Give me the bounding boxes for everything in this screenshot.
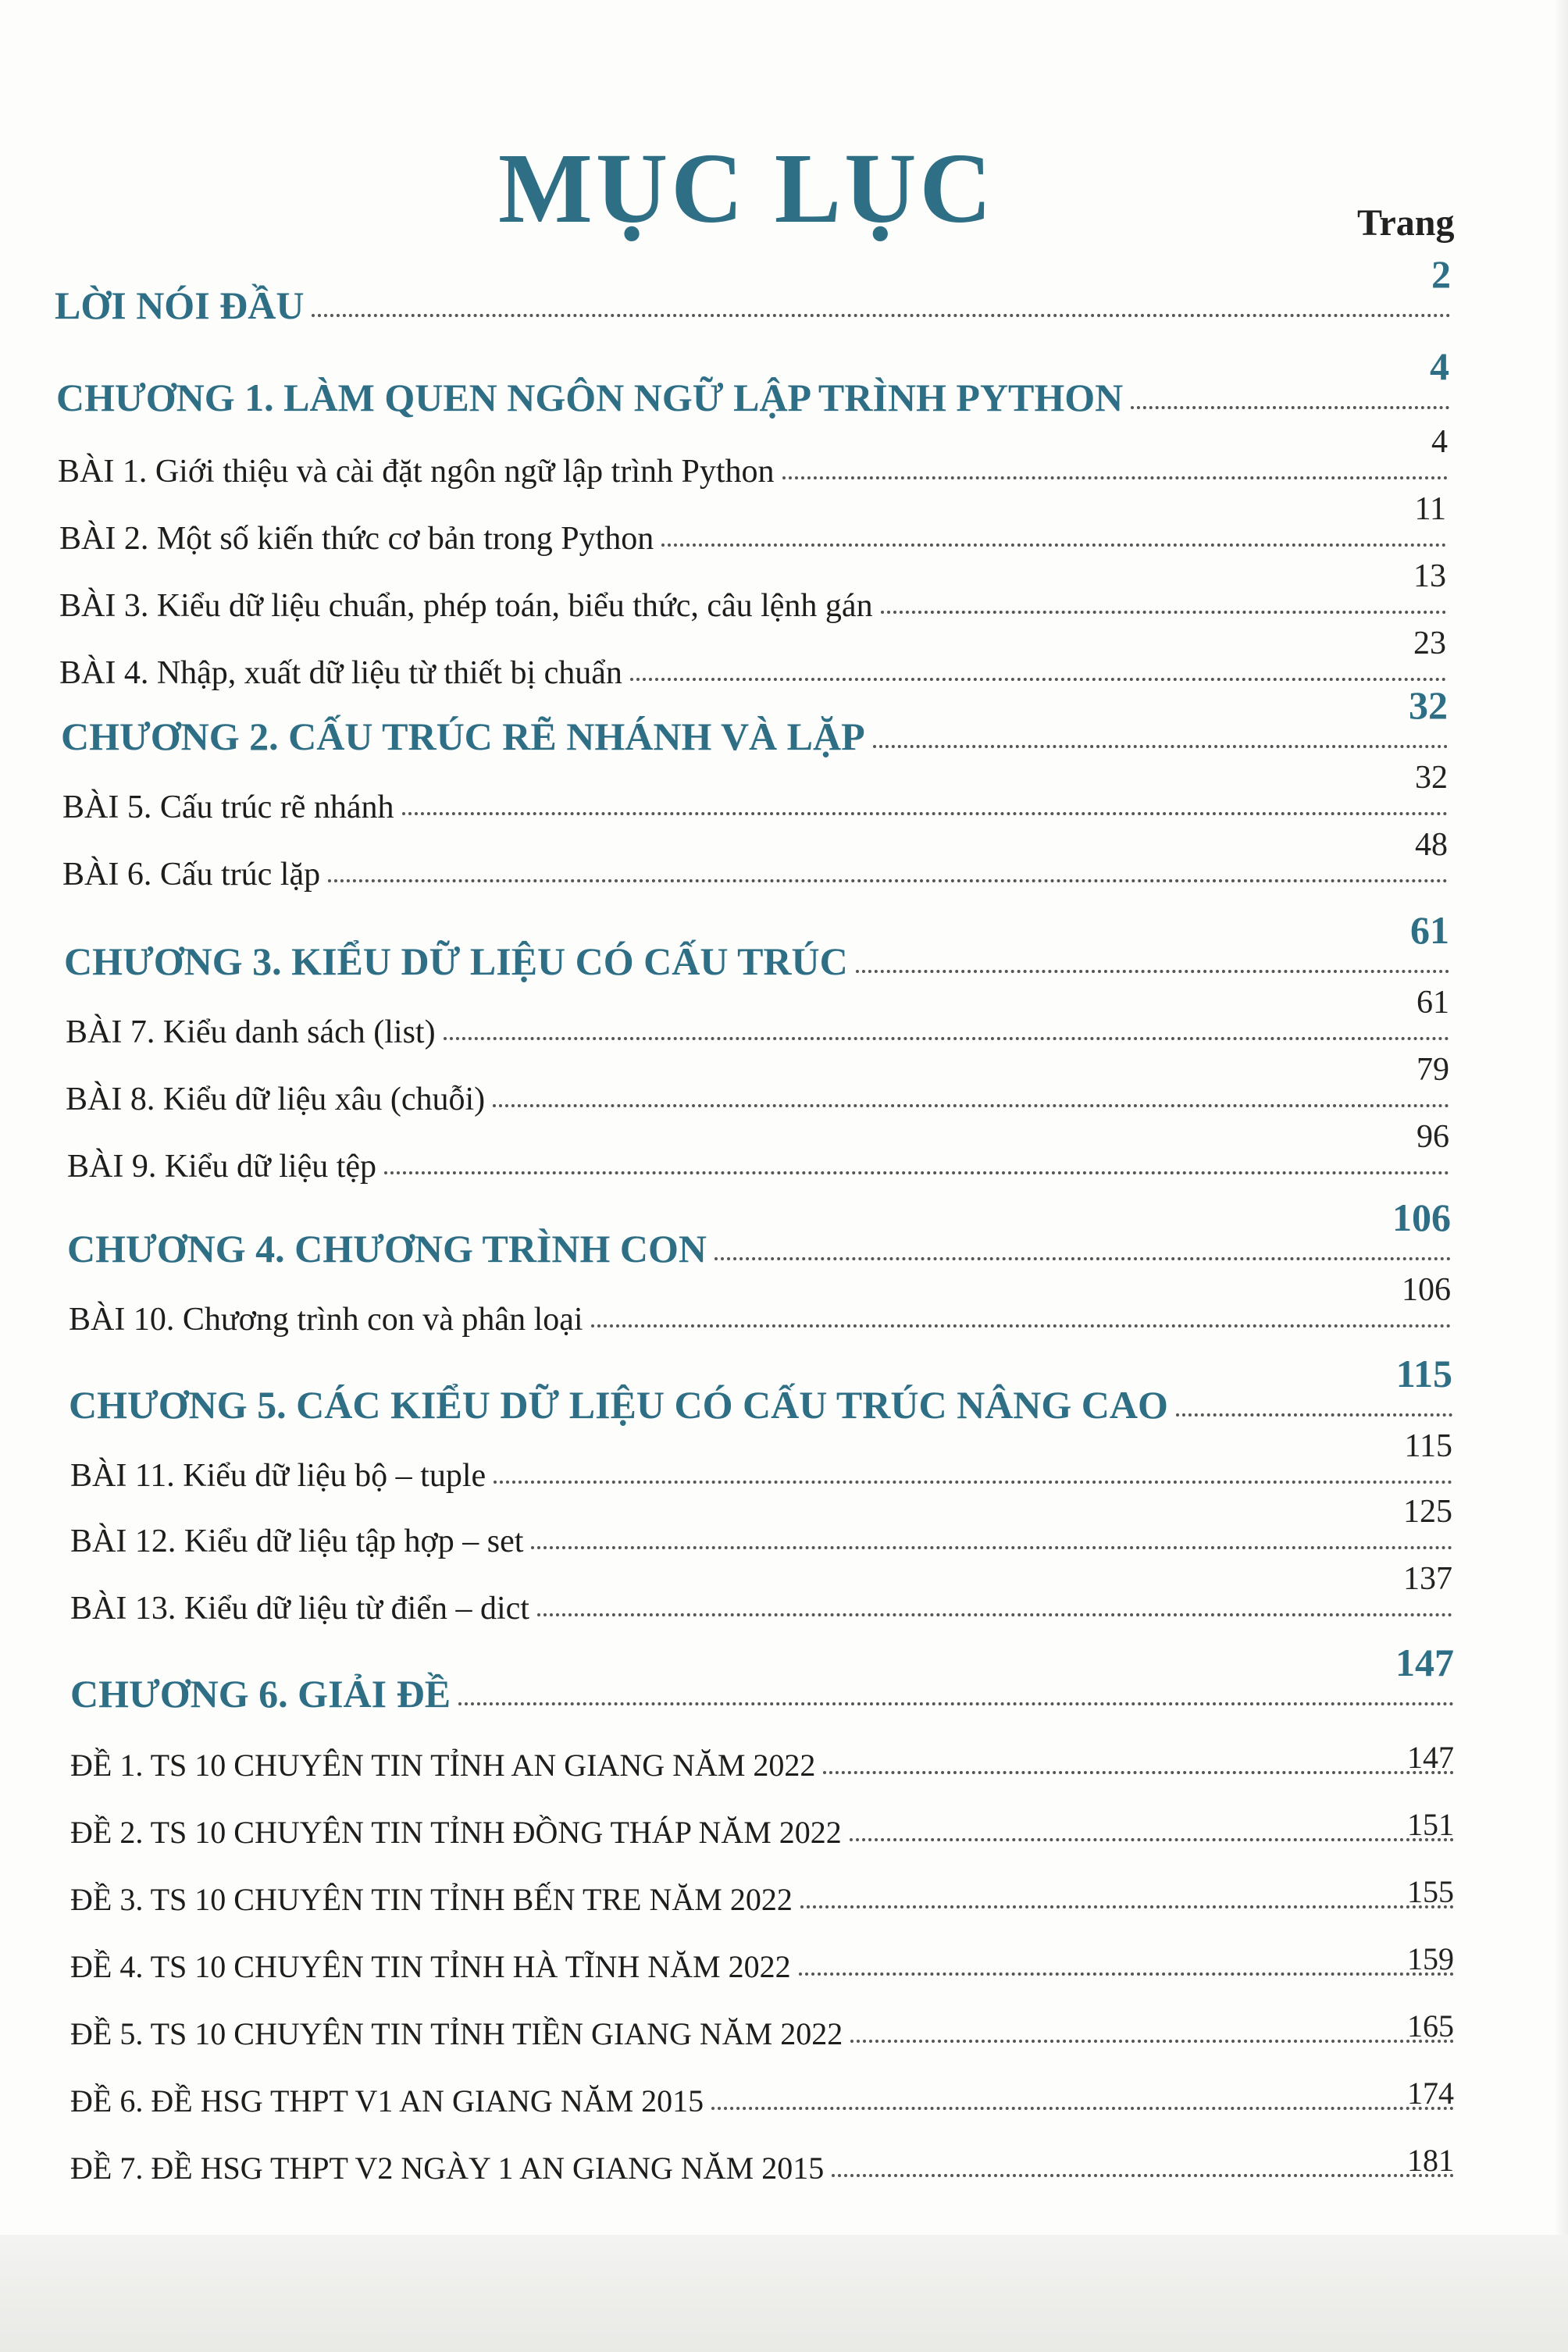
toc-entry-label: LỜI NÓI ĐẦU: [55, 283, 305, 327]
toc-entry-label: ĐỀ 5. TS 10 CHUYÊN TIN TỈNH TIỀN GIANG NĂM 2022: [70, 2016, 843, 2051]
toc-entry-page: 23: [1413, 625, 1446, 661]
dot-leader: [661, 543, 1446, 547]
toc-entry-preface[interactable]: [55, 252, 1451, 328]
toc-entry-page: 48: [1415, 827, 1448, 863]
toc-entry-label: ĐỀ 3. TS 10 CHUYÊN TIN TỈNH BẾN TRE NĂM 2022: [70, 1882, 793, 1917]
toc-entry-lesson-8[interactable]: [66, 1052, 1449, 1118]
toc-entry-label: CHƯƠNG 5. CÁC KIỂU DỮ LIỆU CÓ CẤU TRÚC NÂNG CAO: [69, 1383, 1168, 1427]
toc-entry-page: 159: [1407, 1941, 1454, 1976]
toc-entry-chapter-5[interactable]: [69, 1352, 1452, 1427]
toc-entry-exam-4[interactable]: [70, 1923, 1454, 1985]
toc-entry-exam-1[interactable]: [70, 1721, 1454, 1784]
page-column-header: Trang: [1357, 202, 1455, 244]
toc-entry-page: 32: [1415, 760, 1448, 796]
toc-entry-page: 13: [1413, 558, 1446, 594]
toc-entry-exam-5[interactable]: [70, 1990, 1454, 2052]
toc-entry-label: ĐỀ 4. TS 10 CHUYÊN TIN TỈNH HÀ TĨNH NĂM 2022: [70, 1949, 791, 1984]
toc-entry-page: 151: [1407, 1807, 1454, 1842]
toc-entry-label: CHƯƠNG 3. KIỂU DỮ LIỆU CÓ CẤU TRÚC: [64, 939, 848, 983]
dot-leader: [823, 1771, 1454, 1774]
toc-entry-label: BÀI 6. Cấu trúc lặp: [62, 857, 321, 893]
toc-entry-lesson-10[interactable]: [69, 1272, 1451, 1338]
toc-entry-chapter-1[interactable]: [56, 344, 1449, 420]
dot-leader: [458, 1702, 1454, 1705]
toc-entry-lesson-2[interactable]: [59, 491, 1446, 558]
toc-entry-label: BÀI 3. Kiểu dữ liệu chuẩn, phép toán, biểu thức, câu lệnh gán: [59, 588, 873, 624]
toc-entry-page: 11: [1414, 491, 1446, 527]
toc-entry-page: 155: [1407, 1874, 1454, 1909]
toc-entry-lesson-1[interactable]: [58, 424, 1448, 490]
toc-entry-label: ĐỀ 7. ĐỀ HSG THPT V2 NGÀY 1 AN GIANG NĂM 2015: [70, 2151, 825, 2186]
toc-entry-page: 96: [1417, 1119, 1449, 1155]
toc-entry-page: 115: [1395, 1352, 1452, 1395]
dot-leader: [881, 611, 1446, 614]
toc-entry-lesson-13[interactable]: [70, 1561, 1452, 1627]
toc-entry-page: 79: [1417, 1052, 1449, 1088]
dot-leader: [494, 1481, 1452, 1484]
dot-leader: [800, 1905, 1454, 1908]
toc-entry-lesson-5[interactable]: [62, 760, 1448, 826]
toc-entry-page: 4: [1431, 424, 1448, 460]
toc-entry-page: 147: [1407, 1740, 1454, 1775]
toc-entry-label: CHƯƠNG 6. GIẢI ĐỀ: [70, 1672, 451, 1716]
toc-entry-page: 165: [1407, 2008, 1454, 2044]
toc-entry-label: BÀI 7. Kiểu danh sách (list): [66, 1014, 436, 1050]
dot-leader: [493, 1104, 1449, 1107]
page-title: MỤC LỤC: [498, 133, 995, 244]
toc-entry-page: 181: [1407, 2143, 1454, 2178]
dot-leader: [444, 1037, 1449, 1040]
toc-entry-page: 137: [1403, 1561, 1452, 1597]
dot-leader: [591, 1324, 1451, 1327]
toc-entry-label: BÀI 9. Kiểu dữ liệu tệp: [67, 1149, 377, 1185]
toc-entry-label: BÀI 8. Kiểu dữ liệu xâu (chuỗi): [66, 1082, 486, 1117]
page-edge-shadow: [1554, 0, 1568, 2352]
toc-entry-page: 147: [1395, 1641, 1454, 1684]
toc-entry-page: 61: [1410, 908, 1449, 952]
toc-entry-lesson-12[interactable]: [70, 1494, 1452, 1560]
toc-entry-page: 61: [1417, 985, 1449, 1021]
toc-entry-lesson-11[interactable]: [70, 1428, 1452, 1495]
toc-entry-page: 4: [1430, 344, 1449, 388]
toc-entry-lesson-4[interactable]: [59, 625, 1446, 692]
dot-leader: [782, 476, 1448, 479]
toc-entry-exam-7[interactable]: [70, 2124, 1454, 2186]
toc-entry-label: BÀI 2. Một số kiến thức cơ bản trong Python: [59, 521, 654, 557]
dot-leader: [312, 314, 1451, 317]
toc-entry-chapter-2[interactable]: [61, 683, 1448, 759]
dot-leader: [384, 1171, 1449, 1174]
dot-leader: [531, 1546, 1452, 1549]
toc-entry-lesson-7[interactable]: [66, 985, 1449, 1051]
dot-leader: [328, 879, 1448, 882]
dot-leader: [1131, 406, 1449, 409]
toc-entry-page: 106: [1402, 1272, 1451, 1308]
toc-entry-label: CHƯƠNG 2. CẤU TRÚC RẼ NHÁNH VÀ LẶP: [61, 715, 865, 758]
dot-leader: [537, 1613, 1452, 1616]
toc-entry-exam-6[interactable]: [70, 2057, 1454, 2119]
toc-entry-label: CHƯƠNG 1. LÀM QUEN NGÔN NGỮ LẬP TRÌNH PYTHON: [56, 376, 1124, 419]
dot-leader: [1176, 1413, 1452, 1417]
toc-entry-exam-2[interactable]: [70, 1788, 1454, 1851]
dot-leader: [715, 1257, 1451, 1260]
toc-entry-label: BÀI 4. Nhập, xuất dữ liệu từ thiết bị chuẩn: [59, 655, 622, 691]
toc-entry-label: BÀI 10. Chương trình con và phân loại: [69, 1302, 583, 1338]
toc-entry-label: BÀI 1. Giới thiệu và cài đặt ngôn ngữ lập trình Python: [58, 454, 775, 490]
toc-entry-lesson-6[interactable]: [62, 827, 1448, 893]
toc-entry-label: BÀI 13. Kiểu dữ liệu từ điển – dict: [70, 1591, 529, 1627]
toc-entry-page: 106: [1392, 1196, 1451, 1239]
dot-leader: [402, 812, 1448, 815]
toc-entry-exam-3[interactable]: [70, 1855, 1454, 1918]
toc-entry-page: 32: [1409, 683, 1448, 727]
toc-entry-page: 115: [1404, 1428, 1452, 1464]
dot-leader: [630, 678, 1446, 681]
toc-entry-page: 174: [1407, 2076, 1454, 2111]
toc-entry-page: 2: [1431, 252, 1451, 296]
toc-entry-label: ĐỀ 2. TS 10 CHUYÊN TIN TỈNH ĐỒNG THÁP NĂM 2022: [70, 1815, 842, 1850]
dot-leader: [799, 1972, 1454, 1976]
toc-entry-label: CHƯƠNG 4. CHƯƠNG TRÌNH CON: [67, 1227, 707, 1270]
toc-entry-lesson-9[interactable]: [67, 1119, 1449, 1185]
toc-entry-chapter-3[interactable]: [64, 908, 1449, 984]
toc-entry-label: BÀI 11. Kiểu dữ liệu bộ – tuple: [70, 1458, 486, 1494]
toc-entry-label: BÀI 12. Kiểu dữ liệu tập hợp – set: [70, 1523, 524, 1559]
toc-entry-chapter-4[interactable]: [67, 1196, 1451, 1271]
toc-entry-label: ĐỀ 6. ĐỀ HSG THPT V1 AN GIANG NĂM 2015: [70, 2083, 704, 2119]
toc-entry-label: BÀI 5. Cấu trúc rẽ nhánh: [62, 789, 394, 825]
toc-entry-lesson-3[interactable]: [59, 558, 1446, 625]
dot-leader: [856, 970, 1449, 973]
toc-entry-page: 125: [1403, 1494, 1452, 1530]
toc-entry-label: ĐỀ 1. TS 10 CHUYÊN TIN TỈNH AN GIANG NĂM 2022: [70, 1748, 816, 1783]
dot-leader: [873, 745, 1448, 748]
dot-leader: [711, 2107, 1454, 2110]
toc-entry-chapter-6[interactable]: [70, 1641, 1454, 1716]
